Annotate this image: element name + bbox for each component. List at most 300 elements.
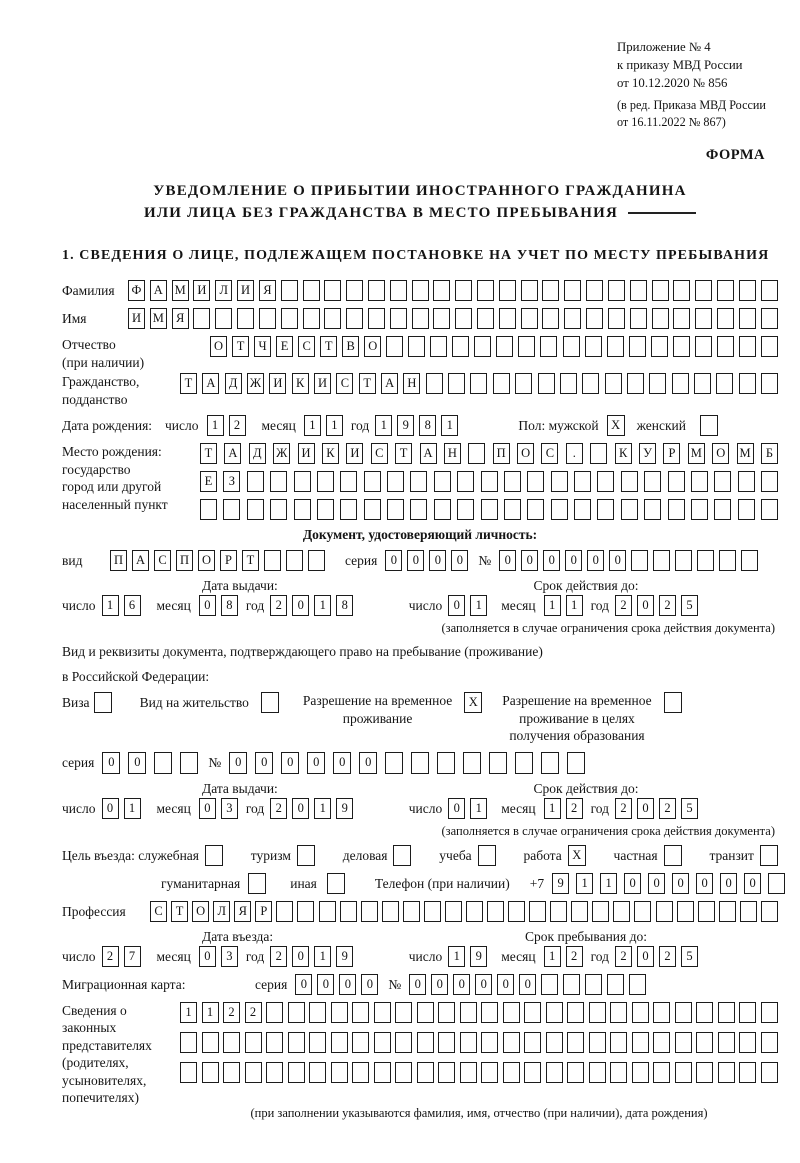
char-cell[interactable]: 1 [314, 798, 331, 819]
char-cell[interactable]: 0 [475, 974, 492, 995]
char-cell[interactable] [247, 499, 264, 520]
char-cell[interactable]: 1 [314, 595, 331, 616]
char-cell[interactable]: Т [320, 336, 337, 357]
char-cell[interactable] [411, 752, 429, 774]
char-cell[interactable]: 1 [180, 1002, 197, 1023]
char-cell[interactable] [564, 280, 581, 301]
char-cell[interactable] [653, 1002, 670, 1023]
char-cell[interactable]: К [322, 443, 339, 464]
char-cell[interactable]: Л [215, 280, 232, 301]
char-cell[interactable] [481, 1032, 498, 1053]
char-cell[interactable]: А [132, 550, 149, 571]
char-cell[interactable] [448, 373, 465, 394]
char-cell[interactable]: А [381, 373, 398, 394]
char-cell[interactable]: 1 [566, 595, 583, 616]
char-cell[interactable]: Е [200, 471, 217, 492]
char-cell[interactable] [739, 1062, 756, 1083]
char-cell[interactable] [644, 471, 661, 492]
char-cell[interactable] [574, 471, 591, 492]
char-cell[interactable]: 0 [429, 550, 446, 571]
char-cell[interactable]: 7 [124, 946, 141, 967]
char-cell[interactable] [582, 373, 599, 394]
char-cell[interactable] [586, 280, 603, 301]
char-cell[interactable] [541, 752, 559, 774]
char-cell[interactable] [390, 308, 407, 329]
char-cell[interactable] [738, 471, 755, 492]
char-cell[interactable]: 2 [615, 946, 632, 967]
char-cell[interactable] [346, 280, 363, 301]
char-cell[interactable] [551, 499, 568, 520]
char-cell[interactable]: 5 [681, 798, 698, 819]
char-cell[interactable] [412, 308, 429, 329]
char-cell[interactable]: Ж [273, 443, 290, 464]
char-cell[interactable] [563, 336, 580, 357]
char-cell[interactable] [430, 336, 447, 357]
char-cell[interactable] [504, 471, 521, 492]
char-cell[interactable]: 8 [419, 415, 436, 436]
char-cell[interactable] [309, 1032, 326, 1053]
char-cell[interactable] [417, 1062, 434, 1083]
char-cell[interactable]: Р [255, 901, 272, 922]
char-cell[interactable] [590, 443, 607, 464]
char-cell[interactable]: 1 [375, 415, 392, 436]
char-cell[interactable]: 0 [696, 873, 713, 894]
char-cell[interactable] [493, 373, 510, 394]
char-cell[interactable] [437, 752, 455, 774]
char-cell[interactable]: О [517, 443, 534, 464]
char-cell[interactable] [673, 336, 690, 357]
char-cell[interactable]: 0 [295, 974, 312, 995]
char-cell[interactable]: 0 [199, 595, 216, 616]
char-cell[interactable]: 2 [566, 946, 583, 967]
char-cell[interactable] [395, 1062, 412, 1083]
char-cell[interactable] [374, 1002, 391, 1023]
char-cell[interactable]: Д [225, 373, 242, 394]
purpose-transit-checkbox[interactable] [760, 845, 778, 866]
char-cell[interactable] [585, 974, 602, 995]
char-cell[interactable]: Т [232, 336, 249, 357]
char-cell[interactable] [331, 1032, 348, 1053]
char-cell[interactable] [309, 1002, 326, 1023]
char-cell[interactable]: Т [171, 901, 188, 922]
char-cell[interactable] [652, 280, 669, 301]
char-cell[interactable] [504, 499, 521, 520]
char-cell[interactable] [303, 280, 320, 301]
char-cell[interactable]: И [346, 443, 363, 464]
char-cell[interactable] [714, 471, 731, 492]
char-cell[interactable]: 0 [648, 873, 665, 894]
char-cell[interactable] [592, 901, 609, 922]
char-cell[interactable] [460, 1002, 477, 1023]
char-cell[interactable] [597, 499, 614, 520]
char-cell[interactable] [317, 471, 334, 492]
char-cell[interactable]: 0 [255, 752, 273, 774]
residence-permit-checkbox[interactable] [261, 692, 279, 713]
char-cell[interactable] [608, 308, 625, 329]
char-cell[interactable] [631, 550, 648, 571]
purpose-official-checkbox[interactable] [205, 845, 223, 866]
char-cell[interactable] [364, 499, 381, 520]
char-cell[interactable] [718, 1002, 735, 1023]
char-cell[interactable] [223, 1062, 240, 1083]
char-cell[interactable] [438, 1062, 455, 1083]
char-cell[interactable]: 1 [314, 946, 331, 967]
char-cell[interactable] [270, 471, 287, 492]
char-cell[interactable]: 3 [221, 946, 238, 967]
char-cell[interactable] [309, 1062, 326, 1083]
char-cell[interactable] [761, 308, 778, 329]
char-cell[interactable]: 2 [566, 798, 583, 819]
char-cell[interactable]: Я [259, 280, 276, 301]
char-cell[interactable] [695, 308, 712, 329]
char-cell[interactable] [386, 336, 403, 357]
char-cell[interactable] [675, 1032, 692, 1053]
char-cell[interactable]: 6 [124, 595, 141, 616]
char-cell[interactable]: Т [359, 373, 376, 394]
char-cell[interactable]: 0 [497, 974, 514, 995]
char-cell[interactable] [481, 1062, 498, 1083]
char-cell[interactable]: 1 [202, 1002, 219, 1023]
char-cell[interactable] [761, 1032, 778, 1053]
char-cell[interactable]: Н [444, 443, 461, 464]
char-cell[interactable] [739, 1032, 756, 1053]
char-cell[interactable]: 1 [441, 415, 458, 436]
char-cell[interactable] [352, 1062, 369, 1083]
char-cell[interactable]: 0 [565, 550, 582, 571]
char-cell[interactable]: 0 [407, 550, 424, 571]
char-cell[interactable]: 2 [270, 946, 287, 967]
char-cell[interactable] [668, 471, 685, 492]
char-cell[interactable] [585, 336, 602, 357]
char-cell[interactable] [546, 1032, 563, 1053]
char-cell[interactable] [515, 752, 533, 774]
char-cell[interactable]: 1 [448, 946, 465, 967]
char-cell[interactable] [538, 373, 555, 394]
char-cell[interactable] [455, 280, 472, 301]
char-cell[interactable] [694, 373, 711, 394]
purpose-study-checkbox[interactable] [478, 845, 496, 866]
char-cell[interactable] [481, 499, 498, 520]
char-cell[interactable]: В [342, 336, 359, 357]
char-cell[interactable] [352, 1002, 369, 1023]
char-cell[interactable]: 2 [270, 798, 287, 819]
char-cell[interactable] [738, 499, 755, 520]
char-cell[interactable]: Ж [247, 373, 264, 394]
char-cell[interactable]: 0 [229, 752, 247, 774]
char-cell[interactable]: 9 [470, 946, 487, 967]
char-cell[interactable] [457, 499, 474, 520]
char-cell[interactable] [739, 373, 756, 394]
char-cell[interactable] [438, 1002, 455, 1023]
char-cell[interactable]: 0 [199, 798, 216, 819]
char-cell[interactable] [180, 752, 198, 774]
char-cell[interactable] [540, 336, 557, 357]
char-cell[interactable]: О [210, 336, 227, 357]
char-cell[interactable]: А [420, 443, 437, 464]
char-cell[interactable] [653, 1032, 670, 1053]
char-cell[interactable]: К [292, 373, 309, 394]
char-cell[interactable]: 0 [519, 974, 536, 995]
char-cell[interactable] [521, 308, 538, 329]
char-cell[interactable]: О [198, 550, 215, 571]
char-cell[interactable] [630, 308, 647, 329]
char-cell[interactable] [651, 336, 668, 357]
char-cell[interactable] [352, 1032, 369, 1053]
char-cell[interactable]: И [193, 280, 210, 301]
char-cell[interactable] [761, 280, 778, 301]
char-cell[interactable]: 2 [615, 595, 632, 616]
char-cell[interactable]: У [639, 443, 656, 464]
char-cell[interactable] [697, 550, 714, 571]
char-cell[interactable] [288, 1002, 305, 1023]
char-cell[interactable]: И [298, 443, 315, 464]
char-cell[interactable] [503, 1002, 520, 1023]
char-cell[interactable] [294, 499, 311, 520]
char-cell[interactable] [346, 308, 363, 329]
char-cell[interactable] [264, 550, 281, 571]
char-cell[interactable]: 2 [223, 1002, 240, 1023]
char-cell[interactable] [610, 1032, 627, 1053]
char-cell[interactable]: 1 [304, 415, 321, 436]
char-cell[interactable]: 1 [207, 415, 224, 436]
char-cell[interactable] [717, 336, 734, 357]
char-cell[interactable] [424, 901, 441, 922]
char-cell[interactable] [324, 280, 341, 301]
char-cell[interactable] [739, 308, 756, 329]
char-cell[interactable] [455, 308, 472, 329]
char-cell[interactable] [613, 901, 630, 922]
char-cell[interactable] [567, 1032, 584, 1053]
char-cell[interactable]: 2 [270, 595, 287, 616]
char-cell[interactable]: Е [276, 336, 293, 357]
char-cell[interactable]: 0 [292, 595, 309, 616]
char-cell[interactable]: 1 [326, 415, 343, 436]
char-cell[interactable] [202, 1062, 219, 1083]
char-cell[interactable] [223, 1032, 240, 1053]
char-cell[interactable] [740, 901, 757, 922]
char-cell[interactable] [696, 1062, 713, 1083]
char-cell[interactable]: 0 [637, 946, 654, 967]
char-cell[interactable] [542, 308, 559, 329]
char-cell[interactable]: А [150, 280, 167, 301]
char-cell[interactable] [695, 280, 712, 301]
char-cell[interactable]: 0 [333, 752, 351, 774]
char-cell[interactable]: 1 [124, 798, 141, 819]
char-cell[interactable] [521, 280, 538, 301]
char-cell[interactable]: Я [234, 901, 251, 922]
char-cell[interactable]: Ф [128, 280, 145, 301]
char-cell[interactable]: 1 [102, 595, 119, 616]
char-cell[interactable]: 0 [609, 550, 626, 571]
char-cell[interactable] [470, 373, 487, 394]
char-cell[interactable] [546, 1002, 563, 1023]
char-cell[interactable]: М [172, 280, 189, 301]
char-cell[interactable] [550, 901, 567, 922]
char-cell[interactable] [324, 308, 341, 329]
char-cell[interactable]: 0 [451, 550, 468, 571]
char-cell[interactable]: З [223, 471, 240, 492]
char-cell[interactable] [180, 1032, 197, 1053]
char-cell[interactable]: С [336, 373, 353, 394]
male-checkbox[interactable]: X [607, 415, 625, 436]
char-cell[interactable] [297, 901, 314, 922]
char-cell[interactable] [410, 471, 427, 492]
char-cell[interactable] [695, 336, 712, 357]
char-cell[interactable] [515, 373, 532, 394]
char-cell[interactable] [499, 308, 516, 329]
char-cell[interactable]: 5 [681, 595, 698, 616]
char-cell[interactable]: П [110, 550, 127, 571]
char-cell[interactable] [387, 471, 404, 492]
char-cell[interactable] [395, 1032, 412, 1053]
char-cell[interactable] [417, 1032, 434, 1053]
female-checkbox[interactable] [700, 415, 718, 436]
char-cell[interactable] [716, 373, 733, 394]
char-cell[interactable] [621, 471, 638, 492]
char-cell[interactable] [567, 1062, 584, 1083]
char-cell[interactable] [364, 471, 381, 492]
char-cell[interactable] [215, 308, 232, 329]
char-cell[interactable] [607, 974, 624, 995]
char-cell[interactable] [527, 471, 544, 492]
purpose-business-checkbox[interactable] [393, 845, 411, 866]
char-cell[interactable]: 1 [470, 595, 487, 616]
char-cell[interactable]: О [364, 336, 381, 357]
char-cell[interactable] [608, 280, 625, 301]
char-cell[interactable]: 9 [336, 798, 353, 819]
char-cell[interactable]: 1 [600, 873, 617, 894]
char-cell[interactable] [340, 499, 357, 520]
char-cell[interactable] [597, 471, 614, 492]
char-cell[interactable]: И [128, 308, 145, 329]
char-cell[interactable]: 0 [672, 873, 689, 894]
char-cell[interactable] [481, 471, 498, 492]
char-cell[interactable]: Л [213, 901, 230, 922]
char-cell[interactable] [768, 873, 785, 894]
char-cell[interactable] [403, 901, 420, 922]
char-cell[interactable] [677, 901, 694, 922]
char-cell[interactable] [630, 280, 647, 301]
char-cell[interactable] [524, 1002, 541, 1023]
char-cell[interactable] [634, 901, 651, 922]
temp-residence-edu-checkbox[interactable] [664, 692, 682, 713]
char-cell[interactable] [717, 308, 734, 329]
char-cell[interactable] [567, 752, 585, 774]
char-cell[interactable] [574, 499, 591, 520]
char-cell[interactable]: 0 [199, 946, 216, 967]
char-cell[interactable]: Т [242, 550, 259, 571]
char-cell[interactable]: А [202, 373, 219, 394]
char-cell[interactable] [477, 308, 494, 329]
char-cell[interactable] [433, 308, 450, 329]
char-cell[interactable] [463, 752, 481, 774]
char-cell[interactable] [719, 550, 736, 571]
char-cell[interactable] [629, 974, 646, 995]
char-cell[interactable]: С [371, 443, 388, 464]
char-cell[interactable]: . [566, 443, 583, 464]
char-cell[interactable] [761, 1062, 778, 1083]
char-cell[interactable] [551, 471, 568, 492]
char-cell[interactable]: 1 [576, 873, 593, 894]
char-cell[interactable] [610, 1062, 627, 1083]
char-cell[interactable] [266, 1002, 283, 1023]
char-cell[interactable] [527, 499, 544, 520]
char-cell[interactable] [180, 1062, 197, 1083]
char-cell[interactable] [560, 373, 577, 394]
char-cell[interactable]: 0 [720, 873, 737, 894]
char-cell[interactable] [627, 373, 644, 394]
char-cell[interactable] [489, 752, 507, 774]
char-cell[interactable] [281, 308, 298, 329]
char-cell[interactable]: 0 [624, 873, 641, 894]
char-cell[interactable]: 2 [659, 595, 676, 616]
char-cell[interactable]: Д [249, 443, 266, 464]
char-cell[interactable] [668, 499, 685, 520]
char-cell[interactable] [675, 1062, 692, 1083]
char-cell[interactable] [632, 1002, 649, 1023]
purpose-humanitarian-checkbox[interactable] [248, 873, 266, 894]
char-cell[interactable]: 1 [544, 595, 561, 616]
char-cell[interactable] [761, 1002, 778, 1023]
char-cell[interactable] [433, 280, 450, 301]
char-cell[interactable] [200, 499, 217, 520]
char-cell[interactable]: О [712, 443, 729, 464]
char-cell[interactable] [438, 1032, 455, 1053]
char-cell[interactable] [499, 280, 516, 301]
char-cell[interactable] [331, 1002, 348, 1023]
char-cell[interactable] [281, 280, 298, 301]
char-cell[interactable]: Р [663, 443, 680, 464]
char-cell[interactable] [503, 1062, 520, 1083]
char-cell[interactable] [691, 499, 708, 520]
char-cell[interactable] [266, 1062, 283, 1083]
char-cell[interactable] [374, 1032, 391, 1053]
char-cell[interactable] [412, 280, 429, 301]
char-cell[interactable] [477, 280, 494, 301]
char-cell[interactable]: Р [220, 550, 237, 571]
char-cell[interactable] [395, 1002, 412, 1023]
char-cell[interactable]: 0 [431, 974, 448, 995]
char-cell[interactable] [245, 1062, 262, 1083]
char-cell[interactable] [340, 471, 357, 492]
char-cell[interactable] [698, 901, 715, 922]
char-cell[interactable]: 0 [521, 550, 538, 571]
char-cell[interactable] [487, 901, 504, 922]
char-cell[interactable]: 1 [470, 798, 487, 819]
char-cell[interactable]: П [493, 443, 510, 464]
char-cell[interactable] [434, 499, 451, 520]
char-cell[interactable] [524, 1062, 541, 1083]
char-cell[interactable] [466, 901, 483, 922]
char-cell[interactable] [741, 550, 758, 571]
char-cell[interactable] [761, 499, 778, 520]
char-cell[interactable] [653, 1062, 670, 1083]
char-cell[interactable] [714, 499, 731, 520]
char-cell[interactable] [193, 308, 210, 329]
char-cell[interactable] [571, 901, 588, 922]
char-cell[interactable] [245, 1032, 262, 1053]
char-cell[interactable] [496, 336, 513, 357]
char-cell[interactable]: И [314, 373, 331, 394]
char-cell[interactable] [586, 308, 603, 329]
char-cell[interactable]: 0 [744, 873, 761, 894]
char-cell[interactable] [761, 373, 778, 394]
char-cell[interactable] [589, 1002, 606, 1023]
temp-residence-checkbox[interactable]: X [464, 692, 482, 713]
char-cell[interactable]: И [237, 280, 254, 301]
char-cell[interactable] [303, 308, 320, 329]
char-cell[interactable] [457, 471, 474, 492]
